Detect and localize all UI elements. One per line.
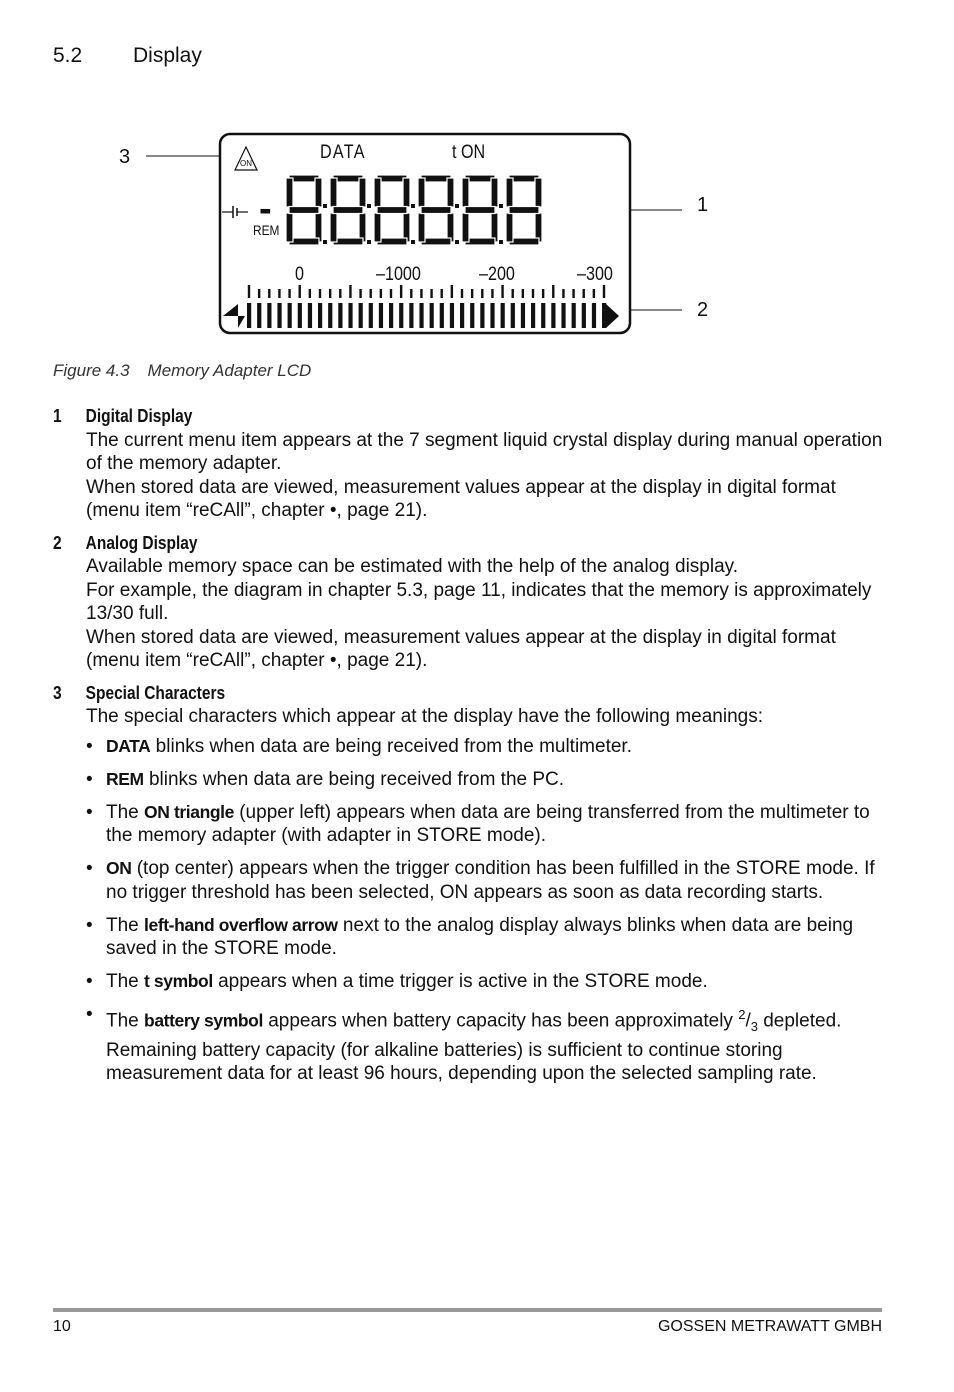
section-number: 5.2	[53, 44, 83, 67]
analog-bar-segment	[277, 303, 281, 328]
bullet-post: blinks when data are being received from the multimeter.	[150, 735, 632, 757]
keyword: t symbol	[144, 971, 213, 991]
analog-minor-tick	[359, 289, 361, 298]
bullet-t-symbol	[86, 970, 888, 994]
analog-major-tick	[552, 285, 554, 298]
fraction-denominator: 3	[750, 1019, 758, 1035]
item-body	[86, 705, 888, 1086]
analog-minor-tick	[491, 289, 493, 298]
analog-bar-segment	[369, 303, 373, 328]
analog-minor-tick	[593, 289, 595, 298]
item-special-characters	[53, 682, 888, 1086]
bullet-mid: appears when battery capacity has been approximately	[262, 1010, 739, 1032]
analog-bar-segment	[338, 303, 342, 328]
keyword: DATA	[106, 735, 151, 756]
lcd-colon-dot	[411, 204, 415, 208]
lcd-colon-dot	[323, 204, 327, 208]
analog-minor-tick	[420, 289, 422, 298]
analog-bar-segment	[399, 303, 403, 328]
analog-bar-segment	[572, 303, 576, 328]
analog-bar-segment	[602, 303, 606, 328]
item-heading	[53, 682, 771, 706]
lcd-decimal-dot	[455, 240, 459, 244]
bullet-post: blinks when data are being received from the PC.	[143, 768, 565, 790]
analog-bar-segment	[359, 303, 363, 328]
analog-minor-tick	[309, 289, 311, 298]
bullet-on-triangle	[86, 801, 888, 848]
item-analog-display	[53, 532, 888, 673]
item-number: 1	[53, 406, 62, 426]
bullet-post: depleted. Remaining battery capacity (for alkaline batteries) is sufficient to continue storing measurement data for at least 96 hours, depending upon the selected sampling rate.	[106, 1010, 842, 1085]
analog-minor-tick	[288, 289, 290, 298]
lcd-minus-sign: -	[259, 188, 272, 230]
analog-bar-segment	[480, 303, 484, 328]
bullet-overflow-arrow	[86, 914, 888, 961]
lcd-figure	[110, 125, 730, 345]
keyword: left-hand overflow arrow	[144, 914, 338, 935]
analog-bar-segment	[328, 303, 332, 328]
lcd-decimal-dot	[323, 240, 327, 244]
item-list	[53, 405, 888, 1095]
analog-bar-segment	[308, 303, 312, 328]
analog-bar-segment	[379, 303, 383, 328]
lcd-rem-label: REM	[253, 222, 280, 239]
analog-minor-tick	[461, 289, 463, 298]
analog-bar-segment	[460, 303, 464, 328]
analog-bar-segment	[247, 303, 251, 328]
paragraph: When stored data are viewed, measurement values appear at the display in digital format (menu item “reCAll”, chapter •, page 21).	[86, 626, 836, 671]
section-heading	[53, 44, 202, 68]
analog-minor-tick	[268, 289, 270, 298]
analog-bar-segment	[267, 303, 271, 328]
callout-2: 2	[697, 299, 709, 321]
analog-major-tick	[349, 285, 351, 298]
analog-bar-segment	[490, 303, 494, 328]
item-title: Analog Display	[85, 532, 198, 553]
analog-minor-tick	[471, 289, 473, 298]
analog-minor-tick	[430, 289, 432, 298]
item-heading	[53, 532, 771, 556]
scale-label-1: –1000	[376, 262, 421, 285]
analog-minor-tick	[522, 289, 524, 298]
section-title: Display	[133, 44, 202, 67]
analog-major-tick	[248, 285, 250, 298]
analog-minor-tick	[562, 289, 564, 298]
lcd-ton-label: t ON	[452, 140, 486, 163]
analog-bar-segment	[470, 303, 474, 328]
analog-minor-tick	[532, 289, 534, 298]
paragraph: For example, the diagram in chapter 5.3, page 11, indicates that the memory is approximately 13/30 full.	[86, 579, 872, 624]
keyword: ON triangle	[144, 801, 234, 822]
paragraph: Available memory space can be estimated with the help of the analog display.	[86, 556, 739, 577]
page-number: 10	[53, 1318, 71, 1335]
analog-bar-segment	[551, 303, 555, 328]
lcd-decimal-dot	[411, 240, 415, 244]
analog-minor-tick	[278, 289, 280, 298]
analog-bar-segment	[257, 303, 261, 328]
analog-major-tick	[299, 285, 301, 298]
bullet-battery-symbol	[86, 1003, 888, 1086]
analog-minor-tick	[258, 289, 260, 298]
bullet-post: appears when a time trigger is active in the STORE mode.	[212, 971, 708, 992]
lcd-decimal-dot	[367, 240, 371, 244]
fraction-numerator: 2	[738, 1007, 746, 1022]
analog-minor-tick	[481, 289, 483, 298]
scale-label-0: 0	[295, 262, 304, 285]
analog-bar-segment	[298, 303, 302, 328]
lcd-decimal-dot	[499, 240, 503, 244]
triangle-on-label: ON	[240, 159, 252, 168]
analog-bar-segment	[348, 303, 352, 328]
item-title: Digital Display	[85, 406, 193, 426]
lcd-colon-dot	[499, 204, 503, 208]
analog-bar-segment	[511, 303, 515, 328]
keyword: battery symbol	[144, 1010, 263, 1031]
paragraph: The current menu item appears at the 7 segment liquid crystal display during manual operation of the memory adapter.	[86, 429, 883, 474]
analog-bar-segment	[450, 303, 454, 328]
bullet-pre: The	[106, 1010, 145, 1032]
analog-bar-segment	[501, 303, 505, 328]
bullet-post: (upper left) appears when data are being transferred from the multimeter to the memory adapter (with adapter in STORE mode).	[106, 801, 870, 846]
analog-minor-tick	[319, 289, 321, 298]
analog-bar-segment	[389, 303, 393, 328]
paragraph: When stored data are viewed, measurement values appear at the display in digital format (menu item “reCAll”, chapter •, page 21).	[86, 476, 836, 521]
analog-major-tick	[603, 285, 605, 298]
bullet-pre: The	[106, 801, 145, 823]
analog-bar-segment	[288, 303, 292, 328]
keyword: REM	[106, 768, 144, 789]
caption-number: Figure 4.3	[53, 361, 130, 380]
analog-minor-tick	[572, 289, 574, 298]
analog-minor-tick	[380, 289, 382, 298]
caption-text: Memory Adapter LCD	[147, 361, 312, 380]
analog-minor-tick	[441, 289, 443, 298]
figure-caption	[53, 361, 311, 381]
item-heading	[53, 405, 771, 429]
analog-minor-tick	[370, 289, 372, 298]
analog-bar-segment	[521, 303, 525, 328]
scale-label-2: –200	[479, 262, 515, 285]
item-body	[86, 555, 888, 673]
scale-label-3: –300	[577, 262, 613, 285]
analog-minor-tick	[542, 289, 544, 298]
analog-bar-segment	[440, 303, 444, 328]
analog-bar-segment	[318, 303, 322, 328]
bullet-post: (top center) appears when the trigger condition has been fulfilled in the STORE mode. If no trigger threshold has been selected, ON appears as soon as data recording starts.	[106, 858, 875, 903]
analog-bar-segment	[430, 303, 434, 328]
analog-bar-segment	[592, 303, 596, 328]
analog-minor-tick	[329, 289, 331, 298]
bullet-post: next to the analog display always blinks when data are being saved in the STORE mode.	[106, 914, 854, 959]
bullet-list	[86, 735, 888, 1086]
bullet-pre: The	[106, 914, 145, 936]
lcd-colon-dot	[367, 204, 371, 208]
analog-minor-tick	[339, 289, 341, 298]
paragraph: The special characters which appear at the display have the following meanings:	[86, 706, 763, 727]
keyword: ON	[106, 858, 132, 878]
analog-bar-segment	[561, 303, 565, 328]
analog-major-tick	[400, 285, 402, 298]
analog-minor-tick	[410, 289, 412, 298]
analog-bar-segment	[409, 303, 413, 328]
analog-minor-tick	[390, 289, 392, 298]
bullet-rem	[86, 768, 888, 792]
analog-bar-segment	[419, 303, 423, 328]
item-body	[86, 429, 888, 523]
lcd-colon-dot	[455, 204, 459, 208]
bullet-pre: The	[106, 971, 145, 992]
analog-bar-segment	[531, 303, 535, 328]
footer-rule	[53, 1308, 882, 1312]
fraction-separator: /	[745, 1010, 751, 1032]
callout-3: 3	[119, 146, 131, 168]
bullet-data	[86, 735, 888, 759]
item-number: 2	[53, 532, 62, 553]
analog-bar-segment	[582, 303, 586, 328]
lcd-data-label: DATA	[320, 140, 366, 163]
item-number: 3	[53, 682, 62, 703]
analog-bar-segment	[541, 303, 545, 328]
company-name: GOSSEN METRAWATT GMBH	[657, 1318, 882, 1335]
bullet-on	[86, 857, 888, 904]
analog-major-tick	[451, 285, 453, 298]
analog-minor-tick	[512, 289, 514, 298]
analog-major-tick	[501, 285, 503, 298]
analog-minor-tick	[583, 289, 585, 298]
item-digital-display	[53, 405, 888, 523]
callout-1: 1	[697, 194, 709, 216]
item-title: Special Characters	[85, 682, 226, 703]
